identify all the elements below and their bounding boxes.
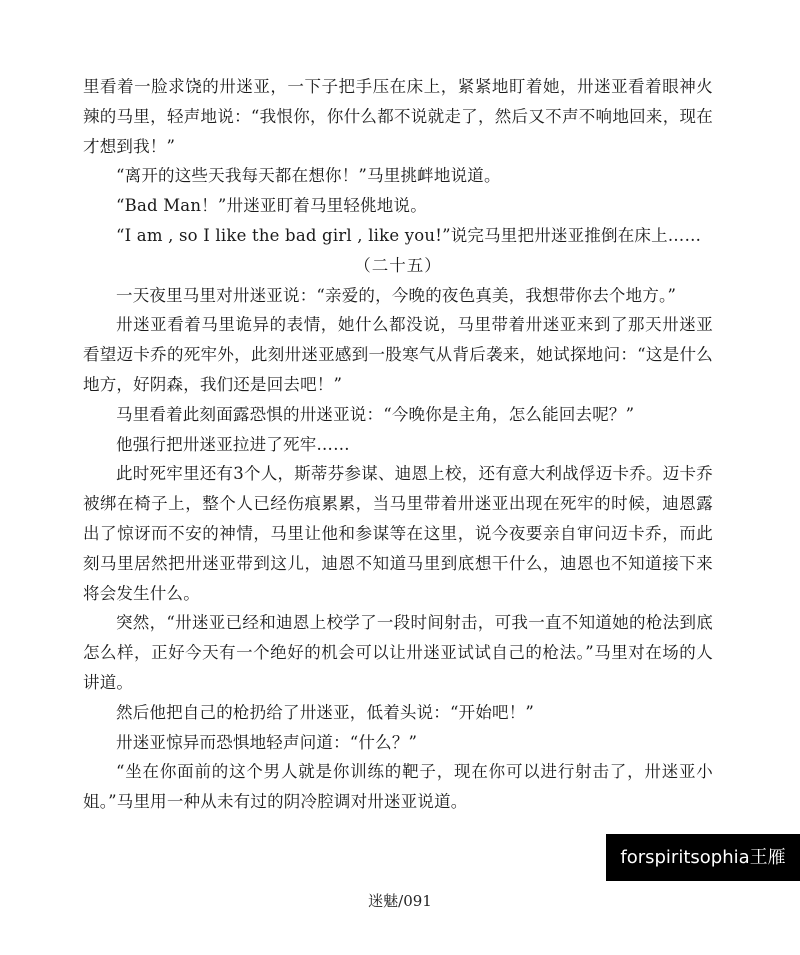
paragraph-13: “坐在你面前的这个男人就是你训练的靶子，现在你可以进行射击了，卅迷亚小姐。”马里用一种从未有过的阴冷腔调对卅迷亚说道。	[83, 762, 713, 812]
paragraph-11: 然后他把自己的枪扔给了卅迷亚，低着头说：“开始吧！”	[116, 702, 535, 722]
chapter-heading: （二十五）	[354, 255, 442, 275]
paragraph-10: 突然，“卅迷亚已经和迪恩上校学了一段时间射击，可我一直不知道她的枪法到底怎么样，正好今天有一个绝好的机会可以让卅迷亚试试自己的枪法。”马里对在场的人讲道。	[83, 613, 713, 692]
paragraph-3: “Bad Man！”卅迷亚盯着马里轻佻地说。	[116, 196, 427, 216]
paragraph-4: “I am , so I like the bad girl , like you!”说完马里把卅迷亚推倒在床上……	[116, 225, 702, 245]
paragraph-6: 卅迷亚看着马里诡异的表情，她什么都没说，马里带着卅迷亚来到了那天卅迷亚看望迈卡乔的死牢外，此刻卅迷亚感到一股寒气从背后袭来，她试探地问：“这是什么地方，好阴森，我们还是回去吧！”	[83, 315, 713, 394]
paragraph-12: 卅迷亚惊异而恐惧地轻声问道：“什么？”	[116, 732, 418, 752]
paragraph-7: 马里看着此刻面露恐惧的卅迷亚说：“今晚你是主角，怎么能回去呢？”	[116, 404, 635, 424]
paragraph-5: 一天夜里马里对卅迷亚说：“亲爱的，今晚的夜色真美，我想带你去个地方。”	[116, 285, 677, 305]
paragraph-1: 里看着一脸求饶的卅迷亚，一下子把手压在床上，紧紧地盯着她，卅迷亚看着眼神火辣的马里，轻声地说：“我恨你，你什么都不说就走了，然后又不声不响地回来，现在才想到我！”	[83, 77, 713, 156]
watermark-label: forspiritsophia王雁	[606, 834, 800, 881]
page-footer: 迷魅/091	[368, 892, 432, 910]
paragraph-8: 他强行把卅迷亚拉进了死牢……	[116, 434, 350, 454]
page-body	[83, 72, 713, 817]
paragraph-9: 此时死牢里还有3个人，斯蒂芬参谋、迪恩上校，还有意大利战俘迈卡乔。迈卡乔被绑在椅子上，整个人已经伤痕累累，当马里带着卅迷亚出现在死牢的时候，迪恩露出了惊讶而不安的神情，马里让他和参谋等在这里，说今夜要亲自审问迈卡乔，而此刻马里居然把卅迷亚带到这儿，迪恩不知道马里到底想干什么，迪恩也不知道接下来将会发生什么。	[83, 464, 713, 603]
paragraph-2: “离开的这些天我每天都在想你！”马里挑衅地说道。	[116, 166, 501, 186]
